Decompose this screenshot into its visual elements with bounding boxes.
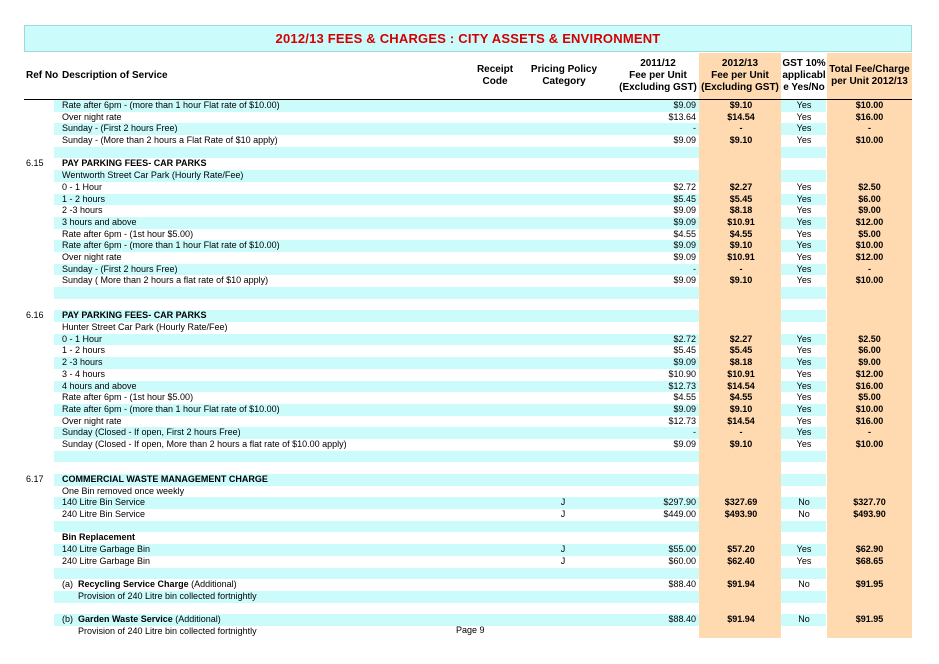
- gst-applicable: Yes: [796, 263, 812, 274]
- table-row: [24, 147, 912, 159]
- total-fee: $327.70: [853, 497, 886, 508]
- fee-2011-12: $9.09: [673, 205, 696, 216]
- fee-2011-12: $9.09: [673, 216, 696, 227]
- total-fee: $12.00: [855, 251, 884, 262]
- service-description: 1 - 2 hours: [62, 345, 106, 356]
- table-row: [24, 556, 912, 568]
- pricing-category: J: [560, 497, 566, 508]
- total-fee: -: [868, 263, 871, 274]
- gst-applicable: Yes: [796, 205, 812, 216]
- table-row: [24, 369, 912, 381]
- table-row: [24, 404, 912, 416]
- fee-2012-13: $91.94: [727, 579, 755, 590]
- table-row: [24, 205, 912, 217]
- gst-applicable: Yes: [796, 100, 812, 110]
- gst-applicable: Yes: [796, 357, 812, 368]
- fee-2011-12: $2.72: [673, 181, 696, 192]
- service-description: PAY PARKING FEES- CAR PARKS: [62, 158, 207, 169]
- table-row: [24, 123, 912, 135]
- table-row: [24, 112, 912, 124]
- service-description: 0 - 1 Hour: [62, 333, 103, 344]
- fee-2012-13: $9.10: [729, 100, 753, 110]
- table-row: [24, 170, 912, 182]
- total-fee: -: [868, 427, 871, 438]
- gst-applicable: Yes: [796, 111, 812, 122]
- gst-applicable: Yes: [796, 240, 812, 251]
- item-title: Garden Waste Service: [78, 614, 173, 625]
- service-description: 140 Litre Bin Service: [62, 497, 146, 508]
- pricing-category: J: [560, 509, 566, 520]
- fee-2011-12: $5.45: [673, 345, 696, 356]
- fee-2012-13: $2.27: [729, 333, 753, 344]
- total-fee: $5.00: [858, 392, 881, 403]
- fee-2011-12: $9.09: [673, 100, 696, 110]
- fee-2012-13: -: [739, 263, 743, 274]
- service-description: 2 -3 hours: [62, 205, 103, 216]
- table-row: [24, 229, 912, 241]
- table-row: [24, 416, 912, 428]
- table-row: [24, 497, 912, 509]
- table-row: [24, 427, 912, 439]
- fee-2012-13: $14.54: [727, 380, 755, 391]
- table-row: [24, 474, 912, 486]
- service-description: Sunday - (First 2 hours Free): [62, 123, 178, 134]
- page-title: 2012/13 FEES & CHARGES : CITY ASSETS & ENVIRONMENT: [24, 25, 912, 52]
- fee-2012-13: $327.69: [724, 497, 758, 508]
- service-description: 3 hours and above: [62, 216, 137, 227]
- fees-table-body: [24, 100, 912, 638]
- table-row: [24, 194, 912, 206]
- fee-2011-12: $4.55: [673, 228, 696, 239]
- total-fee: $10.00: [855, 135, 884, 146]
- fee-2011-12: $13.64: [668, 111, 696, 122]
- fee-2012-13: $5.45: [729, 193, 753, 204]
- table-row: [24, 345, 912, 357]
- item-title: Recycling Service Charge: [78, 579, 189, 590]
- table-row: [24, 264, 912, 276]
- gst-applicable: Yes: [796, 333, 812, 344]
- total-fee: $10.00: [855, 438, 884, 449]
- total-fee: $91.95: [855, 614, 884, 625]
- fee-2012-13: $91.94: [727, 614, 755, 625]
- service-description: Rate after 6pm - (more than 1 hour Flat rate of $10.00): [62, 403, 280, 414]
- gst-applicable: No: [798, 497, 810, 508]
- fee-2011-12: $12.73: [668, 380, 696, 391]
- header-receipt-code: Receipt Code: [476, 64, 514, 87]
- fee-2011-12: $12.73: [668, 415, 696, 426]
- service-description: Over night rate: [62, 111, 122, 122]
- total-fee: $10.00: [855, 100, 884, 110]
- fee-2011-12: $449.00: [663, 509, 696, 520]
- service-description: Over night rate: [62, 251, 122, 262]
- table-row: [24, 568, 912, 580]
- fee-2012-13: $8.18: [729, 357, 753, 368]
- fee-2011-12: $297.90: [663, 497, 696, 508]
- table-row: [24, 322, 912, 334]
- table-row: [24, 357, 912, 369]
- table-row: [24, 158, 912, 170]
- gst-applicable: Yes: [796, 415, 812, 426]
- header-total-fee: Total Fee/Charge per Unit 2012/13: [829, 64, 910, 87]
- fee-2012-13: -: [739, 427, 743, 438]
- total-fee: $6.00: [858, 193, 881, 204]
- gst-applicable: Yes: [796, 368, 812, 379]
- table-row: [24, 240, 912, 252]
- fee-2011-12: $9.09: [673, 251, 696, 262]
- total-fee: $62.90: [855, 544, 884, 555]
- gst-applicable: Yes: [796, 181, 812, 192]
- table-row: [24, 135, 912, 147]
- fee-2012-13: $14.54: [727, 111, 755, 122]
- fee-2011-12: -: [693, 427, 696, 438]
- fee-2012-13: $10.91: [727, 216, 755, 227]
- fee-2012-13: $10.91: [727, 368, 755, 379]
- table-row: [24, 486, 912, 498]
- gst-applicable: Yes: [796, 438, 812, 449]
- gst-applicable: Yes: [796, 123, 812, 134]
- fee-2012-13: $9.10: [729, 438, 753, 449]
- gst-applicable: Yes: [796, 427, 812, 438]
- service-description: Bin Replacement: [62, 532, 136, 543]
- service-description: [62, 579, 462, 591]
- fee-2012-13: $2.27: [729, 181, 753, 192]
- table-row: [24, 381, 912, 393]
- service-description: 240 Litre Garbage Bin: [62, 555, 151, 566]
- fee-2011-12: $9.09: [673, 275, 696, 286]
- total-fee: $2.50: [858, 181, 881, 192]
- fee-2012-13: $9.10: [729, 403, 753, 414]
- gst-applicable: No: [798, 509, 810, 520]
- fee-2011-12: $60.00: [668, 555, 696, 566]
- gst-applicable: Yes: [796, 345, 812, 356]
- fee-2012-13: $5.45: [729, 345, 753, 356]
- total-fee: $10.00: [855, 403, 884, 414]
- ref-number: 6.16: [26, 310, 44, 321]
- total-fee: $16.00: [855, 111, 884, 122]
- fee-2011-12: $9.09: [673, 438, 696, 449]
- service-description: 1 - 2 hours: [62, 193, 106, 204]
- table-header: [24, 53, 912, 100]
- total-fee: $9.00: [858, 205, 881, 216]
- service-description: One Bin removed once weekly: [62, 485, 185, 496]
- item-suffix: (Additional): [175, 614, 221, 625]
- table-row: [24, 462, 912, 474]
- service-description: 4 hours and above: [62, 380, 137, 391]
- table-row: [24, 275, 912, 287]
- service-description: Sunday ( More than 2 hours a flat rate of $10 apply): [62, 275, 269, 286]
- table-row: [24, 521, 912, 533]
- service-description: Sunday - (More than 2 hours a Flat Rate of $10 apply): [62, 135, 278, 146]
- total-fee: $9.00: [858, 357, 881, 368]
- pricing-category: J: [560, 555, 566, 566]
- service-description: Sunday (Closed - If open, More than 2 hours a flat rate of $10.00 apply): [62, 438, 347, 449]
- gst-applicable: Yes: [796, 193, 812, 204]
- fee-2012-13: $10.91: [727, 251, 755, 262]
- fee-2012-13: $493.90: [724, 509, 758, 520]
- total-fee: $5.00: [858, 228, 881, 239]
- table-row: [24, 509, 912, 521]
- gst-applicable: Yes: [796, 275, 812, 286]
- table-row: [24, 591, 912, 603]
- total-fee: $12.00: [855, 216, 884, 227]
- total-fee: $91.95: [855, 579, 884, 590]
- table-row: [24, 217, 912, 229]
- fee-2011-12: $9.09: [673, 357, 696, 368]
- fee-2012-13: $4.55: [729, 228, 753, 239]
- table-row: [24, 392, 912, 404]
- gst-applicable: Yes: [796, 216, 812, 227]
- service-description: Provision of 240 Litre bin collected fortnightly: [78, 625, 257, 636]
- fee-2011-12: $88.40: [668, 579, 696, 590]
- table-row: [24, 544, 912, 556]
- table-row: [24, 603, 912, 615]
- table-row: [24, 182, 912, 194]
- header-ref-no: Ref No: [26, 70, 59, 81]
- table-row: [24, 451, 912, 463]
- table-row: [24, 334, 912, 346]
- fee-2012-13: $8.18: [729, 205, 753, 216]
- item-prefix: (b): [62, 614, 73, 625]
- total-fee: $493.90: [853, 509, 886, 520]
- table-row: [24, 287, 912, 299]
- ref-number: 6.15: [26, 158, 44, 169]
- total-fee: -: [868, 123, 871, 134]
- gst-applicable: Yes: [796, 251, 812, 262]
- fee-2011-12: $2.72: [673, 333, 696, 344]
- fee-2011-12: $55.00: [668, 544, 696, 555]
- total-fee: $12.00: [855, 368, 884, 379]
- gst-applicable: No: [798, 579, 810, 590]
- service-description: Wentworth Street Car Park (Hourly Rate/Fee): [62, 170, 244, 181]
- service-description: 0 - 1 Hour: [62, 181, 103, 192]
- table-row: [24, 439, 912, 451]
- ref-number: 6.17: [26, 474, 44, 484]
- fees-charges-page: [24, 25, 912, 638]
- header-fee-2011-12: 2011/12 Fee per Unit (Excluding GST): [619, 58, 697, 93]
- service-description: Rate after 6pm - (more than 1 hour Flat rate of $10.00): [62, 100, 280, 110]
- fee-2011-12: $9.09: [673, 135, 696, 146]
- fee-2012-13: $4.55: [729, 392, 753, 403]
- service-description: Over night rate: [62, 415, 122, 426]
- header-fee-2012-13: 2012/13 Fee per Unit (Excluding GST): [701, 58, 779, 93]
- gst-applicable: Yes: [796, 555, 812, 566]
- service-description: Sunday - (First 2 hours Free): [62, 263, 178, 274]
- gst-applicable: Yes: [796, 403, 812, 414]
- service-description: 240 Litre Bin Service: [62, 509, 146, 520]
- table-row: [24, 100, 912, 112]
- service-description: Sunday (Closed - If open, First 2 hours Free): [62, 427, 241, 438]
- total-fee: $16.00: [855, 415, 884, 426]
- service-description: 3 - 4 hours: [62, 368, 106, 379]
- service-description: PAY PARKING FEES- CAR PARKS: [62, 310, 207, 321]
- fee-2012-13: $14.54: [727, 415, 755, 426]
- gst-applicable: Yes: [796, 392, 812, 403]
- service-description: Rate after 6pm - (1st hour $5.00): [62, 228, 194, 239]
- total-fee: $68.65: [855, 555, 884, 566]
- gst-applicable: Yes: [796, 380, 812, 391]
- fee-2011-12: $10.90: [668, 368, 696, 379]
- page-number: Page 9: [456, 625, 485, 635]
- item-suffix: (Additional): [191, 579, 237, 590]
- total-fee: $6.00: [858, 345, 881, 356]
- pricing-category: J: [560, 544, 566, 555]
- header-description: Description of Service: [62, 70, 168, 81]
- fee-2012-13: $9.10: [729, 135, 753, 146]
- service-description: Rate after 6pm - (more than 1 hour Flat rate of $10.00): [62, 240, 280, 251]
- table-row: [24, 310, 912, 322]
- fee-2012-13: $9.10: [729, 240, 753, 251]
- gst-applicable: Yes: [796, 228, 812, 239]
- item-prefix: (a): [62, 579, 73, 590]
- service-description: Rate after 6pm - (1st hour $5.00): [62, 392, 194, 403]
- total-fee: $10.00: [855, 275, 884, 286]
- fee-2011-12: $88.40: [668, 614, 696, 625]
- gst-applicable: Yes: [796, 135, 812, 146]
- service-description: Hunter Street Car Park (Hourly Rate/Fee): [62, 322, 228, 333]
- header-gst: GST 10% applicabl e Yes/No: [782, 58, 826, 93]
- fee-2012-13: $57.20: [727, 544, 755, 555]
- fee-2012-13: $9.10: [729, 275, 753, 286]
- fee-2011-12: $4.55: [673, 392, 696, 403]
- service-description: Provision of 240 Litre bin collected fortnightly: [78, 590, 257, 601]
- service-description: 2 -3 hours: [62, 357, 103, 368]
- service-description: 140 Litre Garbage Bin: [62, 544, 151, 555]
- fee-2011-12: $5.45: [673, 193, 696, 204]
- gst-applicable: Yes: [796, 544, 812, 555]
- service-description: [62, 614, 462, 626]
- total-fee: $2.50: [858, 333, 881, 344]
- total-fee: $10.00: [855, 240, 884, 251]
- table-row: [24, 299, 912, 311]
- table-row: [24, 532, 912, 544]
- total-fee: $16.00: [855, 380, 884, 391]
- fee-2011-12: $9.09: [673, 403, 696, 414]
- header-pricing-policy: Pricing Policy Category: [530, 64, 598, 87]
- service-description: COMMERCIAL WASTE MANAGEMENT CHARGE: [62, 474, 268, 484]
- fee-2011-12: $9.09: [673, 240, 696, 251]
- fee-2011-12: -: [693, 263, 696, 274]
- fee-2011-12: -: [693, 123, 696, 134]
- fee-2012-13: $62.40: [727, 555, 755, 566]
- table-row: [24, 579, 912, 591]
- fee-2012-13: -: [739, 123, 743, 134]
- table-row: [24, 252, 912, 264]
- gst-applicable: No: [798, 614, 810, 625]
